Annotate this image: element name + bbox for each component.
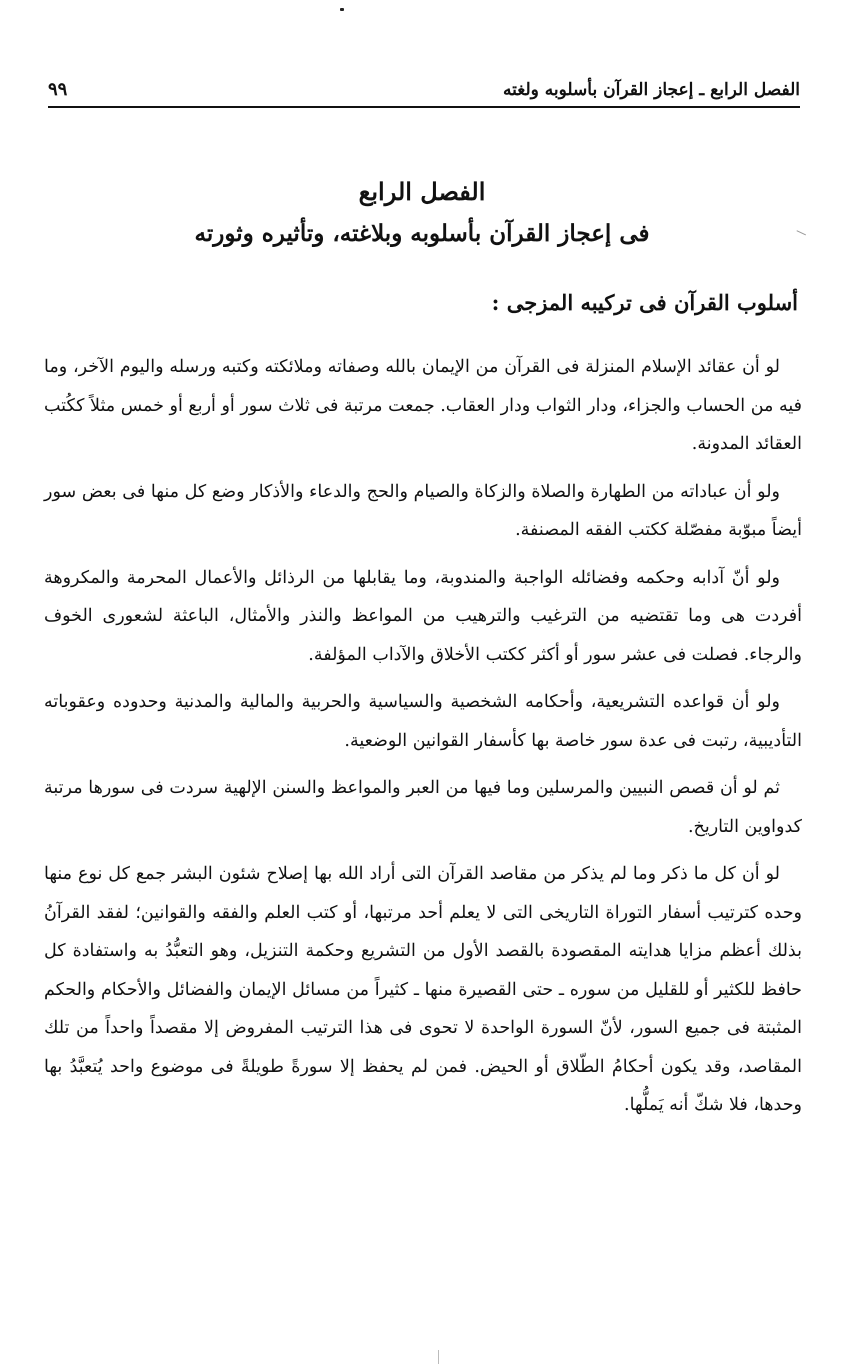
page-number: ٩٩ bbox=[48, 79, 68, 100]
scan-speck bbox=[340, 8, 344, 11]
page-header bbox=[48, 74, 800, 108]
chapter-label: الفصل الرابع bbox=[358, 177, 486, 206]
paragraph: ولو أن قواعده التشريعية، وأحكامه الشخصية والسياسية والحربية والمالية والمدنية وحدوده وعقوباته التأديبية، رتبت فى عدة سور خاصة بها كأسفار القوانين الوضعية. bbox=[44, 692, 802, 751]
paragraph: لو أن عقائد الإسلام المنزلة فى القرآن من الإيمان بالله وصفاته وملائكته وكتبه ورسله واليوم الآخر، وما فيه من الحساب والجزاء، ودار الثواب ودار العقاب. جمعت مرتبة فى ثلاث سور أو أربع أو خمس مثلاً ككُتب العقائد المدونة. bbox=[44, 357, 802, 454]
paragraph: ثم لو أن قصص النبيين والمرسلين وما فيها من العبر والمواعظ والسنن الإلهية سردت فى سورها مرتبة كدواوين التاريخ. bbox=[44, 778, 802, 837]
scan-edge-mark bbox=[438, 1350, 439, 1364]
body-text bbox=[44, 348, 802, 1134]
paragraph: ولو أن عباداته من الطهارة والصلاة والزكاة والصيام والحج والدعاء والأذكار وضع كل منها فى بعض سور أيضاً مبوّبة مفصّلة ككتب الفقه المصنفة. bbox=[44, 481, 802, 540]
paragraph: ولو أنّ آدابه وحكمه وفضائله الواجبة والمندوبة، وما يقابلها من الرذائل والأعمال المحرمة والمكروهة أفردت هى وما تقتضيه من الترغيب والترهيب من المواعظ والنذر والأمثال، الباعثة لشعورى الخوف والرجاء. فصلت فى عشر سور أو أكثر ككتب الأخلاق والآداب المؤلفة. bbox=[44, 567, 802, 665]
section-heading: أسلوب القرآن فى تركيبه المزجى : bbox=[491, 290, 798, 315]
chapter-title: فى إعجاز القرآن بأسلوبه وبلاغته، وتأثيره وثورته bbox=[194, 220, 650, 247]
running-title: الفصل الرابع ـ إعجاز القرآن بأسلوبه ولغته bbox=[503, 80, 800, 100]
paragraph: لو أن كل ما ذكر وما لم يذكر من مقاصد القرآن التى أراد الله بها إصلاح شئون البشر جمع كل نوع منها وحده كترتيب أسفار التوراة التاريخى التى لا يعلم أحد مرتبها، أو كتب العلم والفقه والقوانين؛ لفقد القرآنُ بذلك أعظم مزايا هدايته المقصودة بالقصد الأول من التشريع وحكمة التنزيل، وهو التعبُّدُ به واستفادة كل حافظ للكثير أو للقليل من سوره ـ حتى القصيرة منها ـ كثيراً من مسائل الإيمان والفضائل والأحكام والحكم المثبتة فى جميع السور، لأنّ السورة الواحدة لا تحوى فى هذا الترتيب المفروض إلا مقصداً واحداً من تلك المقاصد، وقد يكون أحكامُ الطّلاق أو الحيض. فمن لم يحفظ إلا سورةً طويلةً فى موضوع واحد يُتعبَّدُ بها وحدها، فلا شكّ أنه يَملُّها. bbox=[44, 864, 802, 1115]
chapter-heading bbox=[0, 172, 844, 254]
